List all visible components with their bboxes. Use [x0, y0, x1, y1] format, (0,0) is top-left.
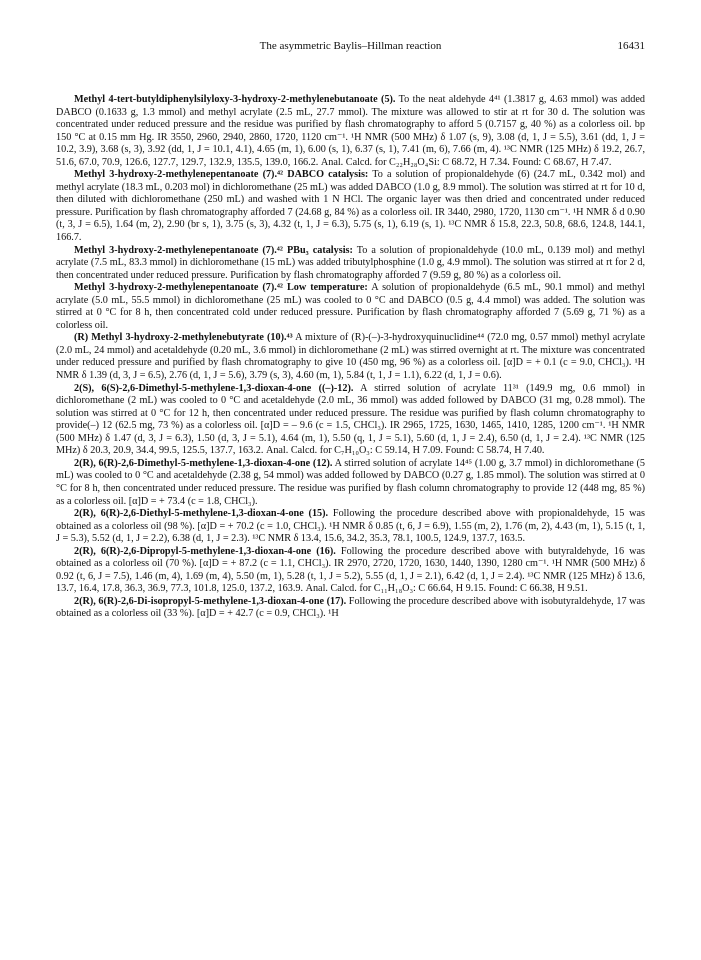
procedure-text: A stirred solution of acrylate 11³¹ (149.9 mg, 0.6 mmol) in dichloromethane (2 mL) was cooled to 0 °C and acetaldehyde (2.0 mL, 36 mmol) was added followed by DABCO (31 mg, 0.28 mmol). The solution was stirred at 0 °C for 12 h, then concentrated under reduced pressure. The residue was purified by flash column chromatography to provide(–) 12 (62.5 mg, 73 %) as a colorless oil. [α]D = – 9.6 (c = 1.5, CHCl₃). IR 2965, 1725, 1630, 1465, 1410, 1285, 1200 cm⁻¹. ¹H NMR (500 MHz) δ 1.47 (d, 3, J = 6.3), 1.50 (d, 3, J = 5.1), 4.64 (m, 1), 5.50 (q, 1, J = 5.1), 5.60 (d, 1, J = 2.4), 6.50 (d, 1, J = 2.4). ¹³C NMR (125 MHz) δ 20.3, 20.9, 34.4, 99.5, 125.5, 137.7, 163.2. Anal. Calcd. for C₇H₁₀O₃: C 59.14, H 7.09. Found: C 58.74, H 7.40.: [56, 382, 646, 457]
compound-entry-7-dabco: [56, 169, 645, 244]
compound-heading: Methyl 3-hydroxy-2-methylenepentanoate (7).⁴² PBu₃ catalysis:: [74, 244, 353, 256]
procedure-text: To the neat aldehyde 4⁴¹ (1.3817 g, 4.63 mmol) was added DABCO (0.1633 g, 1.3 mmol) and methyl acrylate (2.5 mL, 27.7 mmol). The mixture was allowed to stir at rt for 30 d. The solution was concentrated under reduced pressure and the residue was purified by flash chromatography to afford 5 (0.7157 g, 40 %) as a colorless oil. bp 150 °C at 0.15 mm Hg. IR 3550, 2960, 2940, 2860, 1720, 1120 cm⁻¹. ¹H NMR (500 MHz) δ 1.07 (s, 9), 3.08 (d, 1, J = 5.5), 3.61 (dd, 1, J = 10.2, 3.9), 3.68 (s, 3), 3.92 (dd, 1, J = 10.1, 4.1), 4.65 (m, 1), 6.00 (s, 1), 6.37 (s, 1), 7.41 (m, 6), 7.66 (m, 4). ¹³C NMR (125 MHz) δ 19.2, 26.7, 51.6, 67.0, 70.9, 126.6, 127.7, 129.7, 132.9, 135.5, 139.0, 166.2. Anal. Calcd. for C₂₂H₂₈O₄Si: C 68.72, H 7.34. Found: C 68.67, H 7.47.: [56, 94, 645, 168]
procedure-text: A stirred solution of acrylate 14⁴⁵ (1.00 g, 3.7 mmol) in dichloromethane (5 mL) was cooled to 0 °C and acetaldehyde (2.38 g, 54 mmol) was added followed by DABCO (0.27 g, 1.85 mmol). The solution was stirred at 0 °C for 8 h, then concentrated under reduced pressure. The residue was purified by flash column chromatography to provide 12 (448 mg, 85 %) as a colorless oil. [α]D = + 73.4 (c = 1.8, CHCl₃).: [56, 457, 646, 507]
compound-entry-12: [56, 458, 645, 508]
compound-heading: (R) Methyl 3-hydroxy-2-methylenebutyrate (10).⁴³: [74, 332, 293, 344]
running-head: [56, 40, 645, 56]
compound-entry-10: [56, 332, 645, 382]
procedure-text: Following the procedure described above with propionaldehyde, 15 was obtained as a colorless oil (98 %). [α]D = + 70.2 (c = 1.0, CHCl₃). ¹H NMR δ 0.85 (t, 6, J = 6.9), 1.55 (m, 2), 1.76 (m, 2), 4.43 (m, 1), 5.15 (t, 1, J = 5.3), 5.52 (d, 1, J = 2.2), 6.38 (d, 1, J = 2.3). ¹³C NMR δ 13.4, 15.6, 34.2, 35.3, 78.1, 100.5, 124.9, 137.7, 163.5.: [56, 508, 646, 545]
compound-heading: 2(R), 6(R)-2,6-Dipropyl-5-methylene-1,3-dioxan-4-one (16).: [74, 545, 336, 557]
procedure-text: A solution of propionaldehyde (6.5 mL, 90.1 mmol) and methyl acrylate (5.0 mL, 55.5 mmol) in dichloromethane (25 mL) was cooled to 0 °C and DABCO (0.5 g, 4.4 mmol) was added. The solution was stirred at 0 °C for 8 h, then concentrated cold under reduced pressure. Purification by flash chromatography afforded 7 (5.69 g, 71 %) as a colorless oil.: [56, 282, 645, 331]
compound-heading: 2(R), 6(R)-2,6-Diethyl-5-methylene-1,3-dioxan-4-one (15).: [74, 508, 329, 520]
compound-heading: 2(R), 6(R)-2,6-Di-isopropyl-5-methylene-1,3-dioxan-4-one (17).: [74, 595, 347, 607]
compound-entry-16: [56, 546, 645, 596]
procedure-text: To a solution of propionaldehyde (6) (24.7 mL, 0.342 mol) and methyl acrylate (18.3 mL, 0.203 mol) in dichloromethane (25 mL) was added DABCO (1.0 g, 8.9 mmol). The solution was stirred at rt for 10 d, then diluted with dichloromethane (250 mL) and washed with 1 N HCl. The organic layer was then dried and concentrated under reduced pressure. Purification by flash chromatography afforded 7 (24.68 g, 84 %) as a colorless oil. IR 3440, 2980, 1720, 1130 cm⁻¹. ¹H NMR δ d 0.90 (t, 3, J = 6.5), 1.64 (m, 2), 2.90 (br s, 1), 3.75 (s, 3), 4.32 (t, 1, J = 6.3), 5.75 (s, 1), 6.19 (s, 1). ¹³C NMR δ 15.8, 22.3, 50.8, 68.6, 124.8, 144.1, 166.7.: [56, 169, 645, 244]
procedure-text: A mixture of (R)-(–)-3-hydroxyquinuclidine⁴⁴ (72.0 mg, 0.57 mmol) methyl acrylate (2.0 mL, 24 mmol) and acetaldehyde (0.20 mL, 3.6 mmol) in dichloromethane (2 mL) was stirred overnight at rt. The mixture was concentrated under reduced pressure and purified by flash chromatography to give 10 (450 mg, 96 %) as a colorless oil. [α]D = + 0.1 (c = 9.0, CHCl₃). ¹H NMR δ 1.39 (d, 3, J = 6.5), 2.76 (d, 1, J = 5.6), 3.79 (s, 3), 4.60 (m, 1), 5.84 (t, 1, J = 1.1), 6.22 (d, 1, J = 0.6).: [56, 332, 645, 382]
compound-entry-7-low-temp: [56, 282, 645, 332]
compound-entry-12-minus: [56, 383, 645, 458]
procedure-text: Following the procedure described above with isobutyraldehyde, 17 was obtained as a colorless oil (33 %). [α]D = + 42.7 (c = 0.9, CHCl₃). ¹H: [56, 595, 645, 620]
compound-heading: Methyl 3-hydroxy-2-methylenepentanoate (7).⁴² Low temperature:: [74, 282, 368, 294]
procedure-text: Following the procedure described above with butyraldehyde, 16 was obtained as a colorless oil (70 %). [α]D = + 87.2 (c = 1.1, CHCl₃). IR 2970, 2720, 1720, 1630, 1440, 1390, 1280 cm⁻¹. ¹H NMR (500 MHz) δ 0.92 (t, 6, J = 7.5), 1.46 (m, 4), 1.69 (m, 4), 5.50 (m, 1), 5.28 (t, 1, J = 5.2), 5.55 (d, 1, J = 2.1), 6.42 (d, 1, J = 2.4). ¹³C NMR (125 MHz) δ 13.6, 13.7, 16.4, 17.8, 36.3, 36.9, 77.3, 101.8, 125.0, 137.2, 163.9. Anal. Calcd. for C₁₁H₁₈O₃: C 66.64, H 9.15. Found: C 66.38, H 9.51.: [56, 545, 645, 595]
compound-entry-7-pbu3: [56, 245, 645, 283]
compound-entry-15: [56, 508, 645, 546]
compound-heading: Methyl 3-hydroxy-2-methylenepentanoate (7).⁴² DABCO catalysis:: [74, 169, 369, 181]
page-number: 16431: [617, 40, 645, 52]
running-title: The asymmetric Baylis–Hillman reaction: [259, 40, 442, 52]
compound-entry-5: [56, 94, 645, 169]
compound-heading: 2(S), 6(S)-2,6-Dimethyl-5-methylene-1,3-dioxan-4-one ((–)-12).: [74, 382, 354, 394]
experimental-section: [56, 94, 645, 621]
compound-entry-17: [56, 596, 645, 621]
procedure-text: To a solution of propionaldehyde (10.0 mL, 0.139 mol) and methyl acrylate (7.5 mL, 83.3 mmol) in dichloromethane (15 mL) was added tributylphosphine (1.0 g, 4.9 mmol). The solution was stirred at rt for 2 d, then concentrated under reduced pressure. Purification by flash chromatography afforded 7 (9.59 g, 80 %) as a colorless oil.: [56, 244, 645, 281]
compound-heading: 2(R), 6(R)-2,6-Dimethyl-5-methylene-1,3-dioxan-4-one (12).: [74, 457, 333, 469]
compound-heading: Methyl 4-tert-butyldiphenylsilyloxy-3-hydroxy-2-methylenebutanoate (5).: [74, 94, 396, 105]
